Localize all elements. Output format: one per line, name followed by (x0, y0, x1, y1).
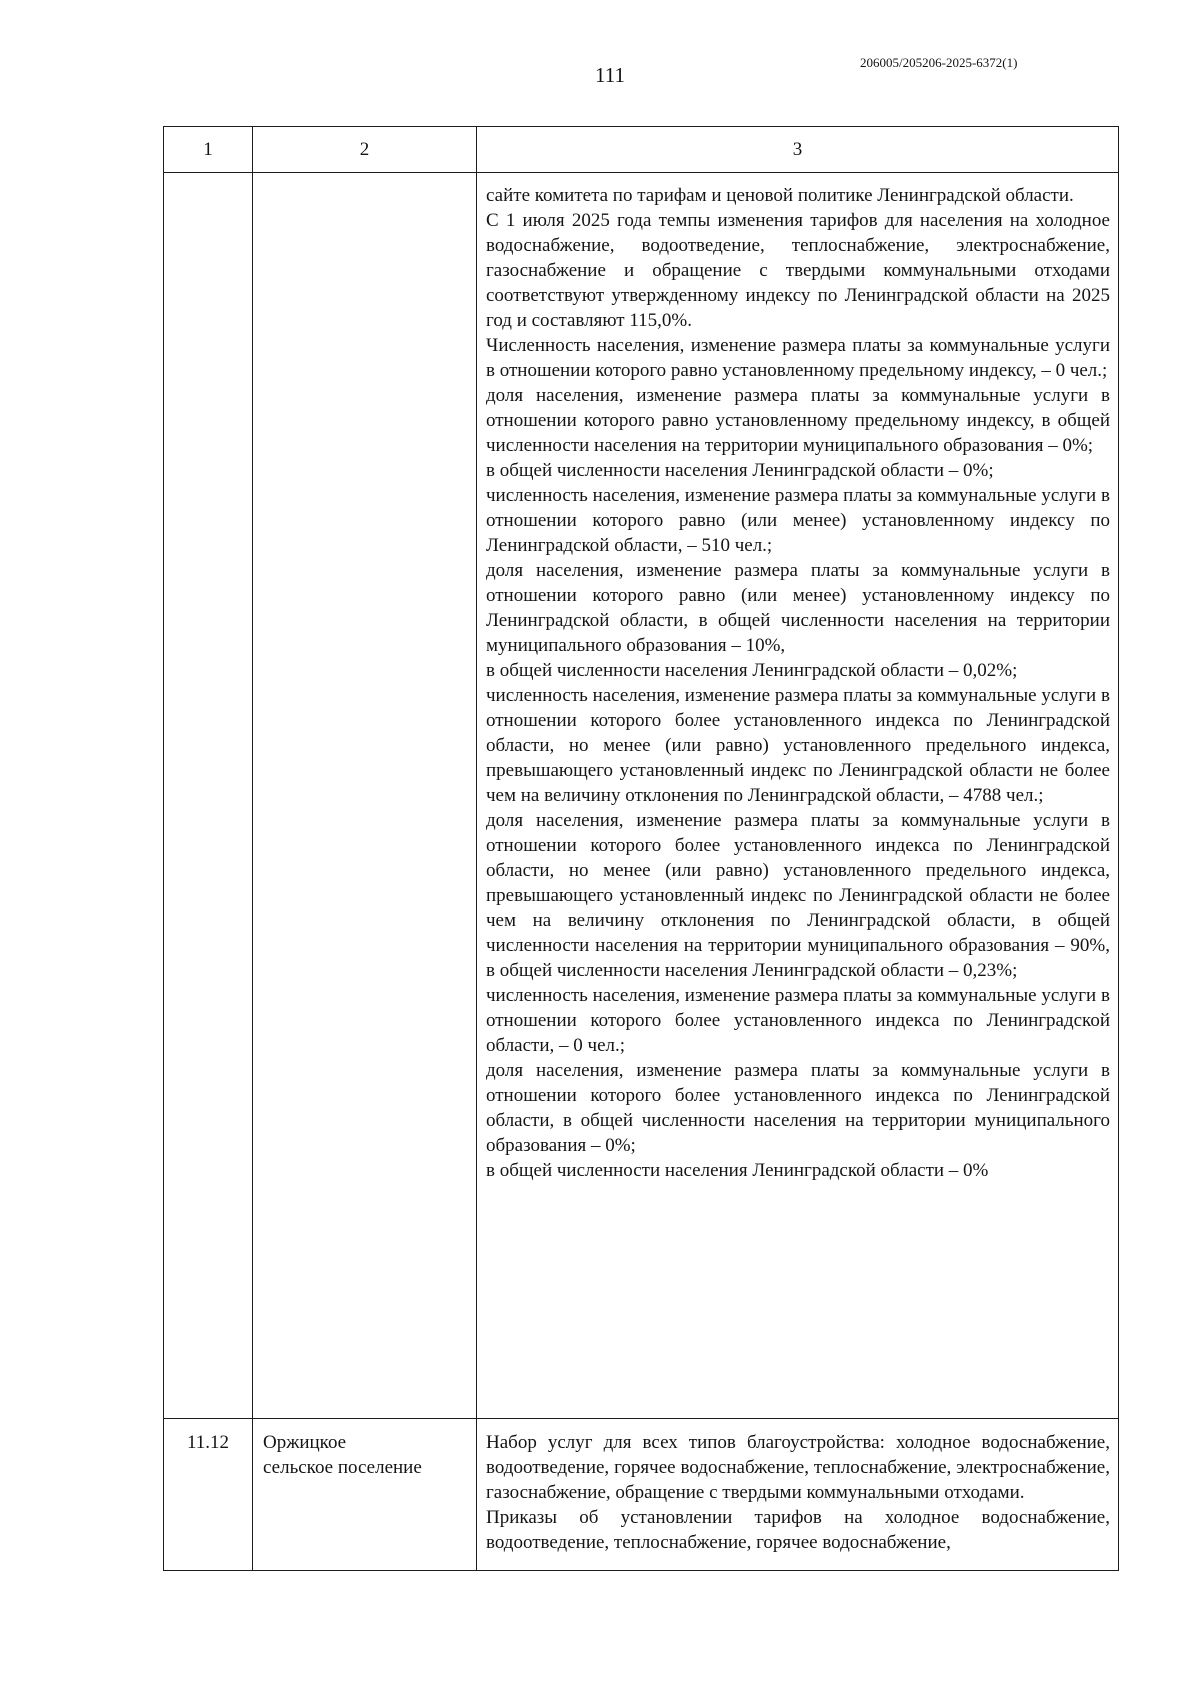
municipality-cell (253, 1419, 477, 1571)
paragraph: Приказы об установлении тарифов на холодное водоснабжение, водоотведение, теплоснабжение, горячее водоснабжение, (486, 1507, 1110, 1553)
paragraph: доля населения, изменение размера платы за коммунальные услуги в отношении которого более установленного индекса по Ленинградской области, но менее (или равно) установленного предельного индекса, превышающего установленный индекс по Ленинградской области не более чем на величину отклонения по Ленинградской области, в общей численности населения на территории муниципального образования – 90%, в общей численности населения Ленинградской области – 0,23%; (486, 810, 1110, 981)
paragraph: сайте комитета по тарифам и ценовой политике Ленинградской области. (486, 185, 1074, 206)
row-number-cell (164, 173, 253, 1419)
paragraph: численность населения, изменение размера платы за коммунальные услуги в отношении которого более установленного индекса по Ленинградской области, но менее (или равно) установленного предельного индекса, превышающего установленный индекс по Ленинградской области не более чем на величину отклонения по Ленинградской области, – 4788 чел.; (486, 685, 1110, 806)
table-row-11-12 (164, 1419, 1119, 1571)
paragraph: Численность населения, изменение размера платы за коммунальные услуги в отношении которого равно установленному предельному индексу, – 0 чел.; (486, 335, 1110, 381)
table-header-row (164, 127, 1119, 173)
paragraph: численность населения, изменение размера платы за коммунальные услуги в отношении которого более установленного индекса по Ленинградской области, – 0 чел.; (486, 985, 1110, 1056)
paragraph: в общей численности населения Ленинградской области – 0% (486, 1160, 989, 1181)
column-header-3: 3 (477, 127, 1119, 173)
paragraph: доля населения, изменение размера платы за коммунальные услуги в отношении которого равно установленному предельному индексу, в общей численности населения на территории муниципального образования – 0%; (486, 385, 1110, 456)
municipality-name-line: Оржицкое (263, 1432, 347, 1453)
page-number: 111 (595, 63, 625, 87)
paragraph: численность населения, изменение размера платы за коммунальные услуги в отношении которого равно (или менее) установленному индексу по Ленинградской области, – 510 чел.; (486, 485, 1110, 556)
municipality-type-line: сельское поселение (263, 1457, 422, 1478)
paragraph: в общей численности населения Ленинградской области – 0,02%; (486, 660, 1018, 681)
table-row-continuation (164, 173, 1119, 1419)
description-cell (477, 1419, 1119, 1571)
paragraph: доля населения, изменение размера платы за коммунальные услуги в отношении которого равно (или менее) установленному индексу по Ленинградской области, в общей численности населения на территории муниципального образования – 10%, (486, 560, 1110, 656)
paragraph: в общей численности населения Ленинградской области – 0%; (486, 460, 994, 481)
document-code: 206005/205206-2025-6372(1) (860, 55, 1018, 70)
column-header-1: 1 (164, 127, 253, 173)
row-number-cell: 11.12 (164, 1419, 253, 1571)
paragraph: С 1 июля 2025 года темпы изменения тарифов для населения на холодное водоснабжение, водоотведение, теплоснабжение, электроснабжение, газоснабжение и обращение с твердыми коммунальными отходами соответствуют утвержденному индексу по Ленинградской области на 2025 год и составляют 115,0%. (486, 210, 1110, 331)
services-table (163, 126, 1119, 1571)
paragraph: доля населения, изменение размера платы за коммунальные услуги в отношении которого более установленного индекса по Ленинградской области, в общей численности населения на территории муниципального образования – 0%; (486, 1060, 1110, 1156)
column-header-2: 2 (253, 127, 477, 173)
description-cell (477, 173, 1119, 1419)
paragraph: Набор услуг для всех типов благоустройства: холодное водоснабжение, водоотведение, горячее водоснабжение, теплоснабжение, электроснабжение, газоснабжение, обращение с твердыми коммунальными отходами. (486, 1432, 1110, 1503)
municipality-cell (253, 173, 477, 1419)
